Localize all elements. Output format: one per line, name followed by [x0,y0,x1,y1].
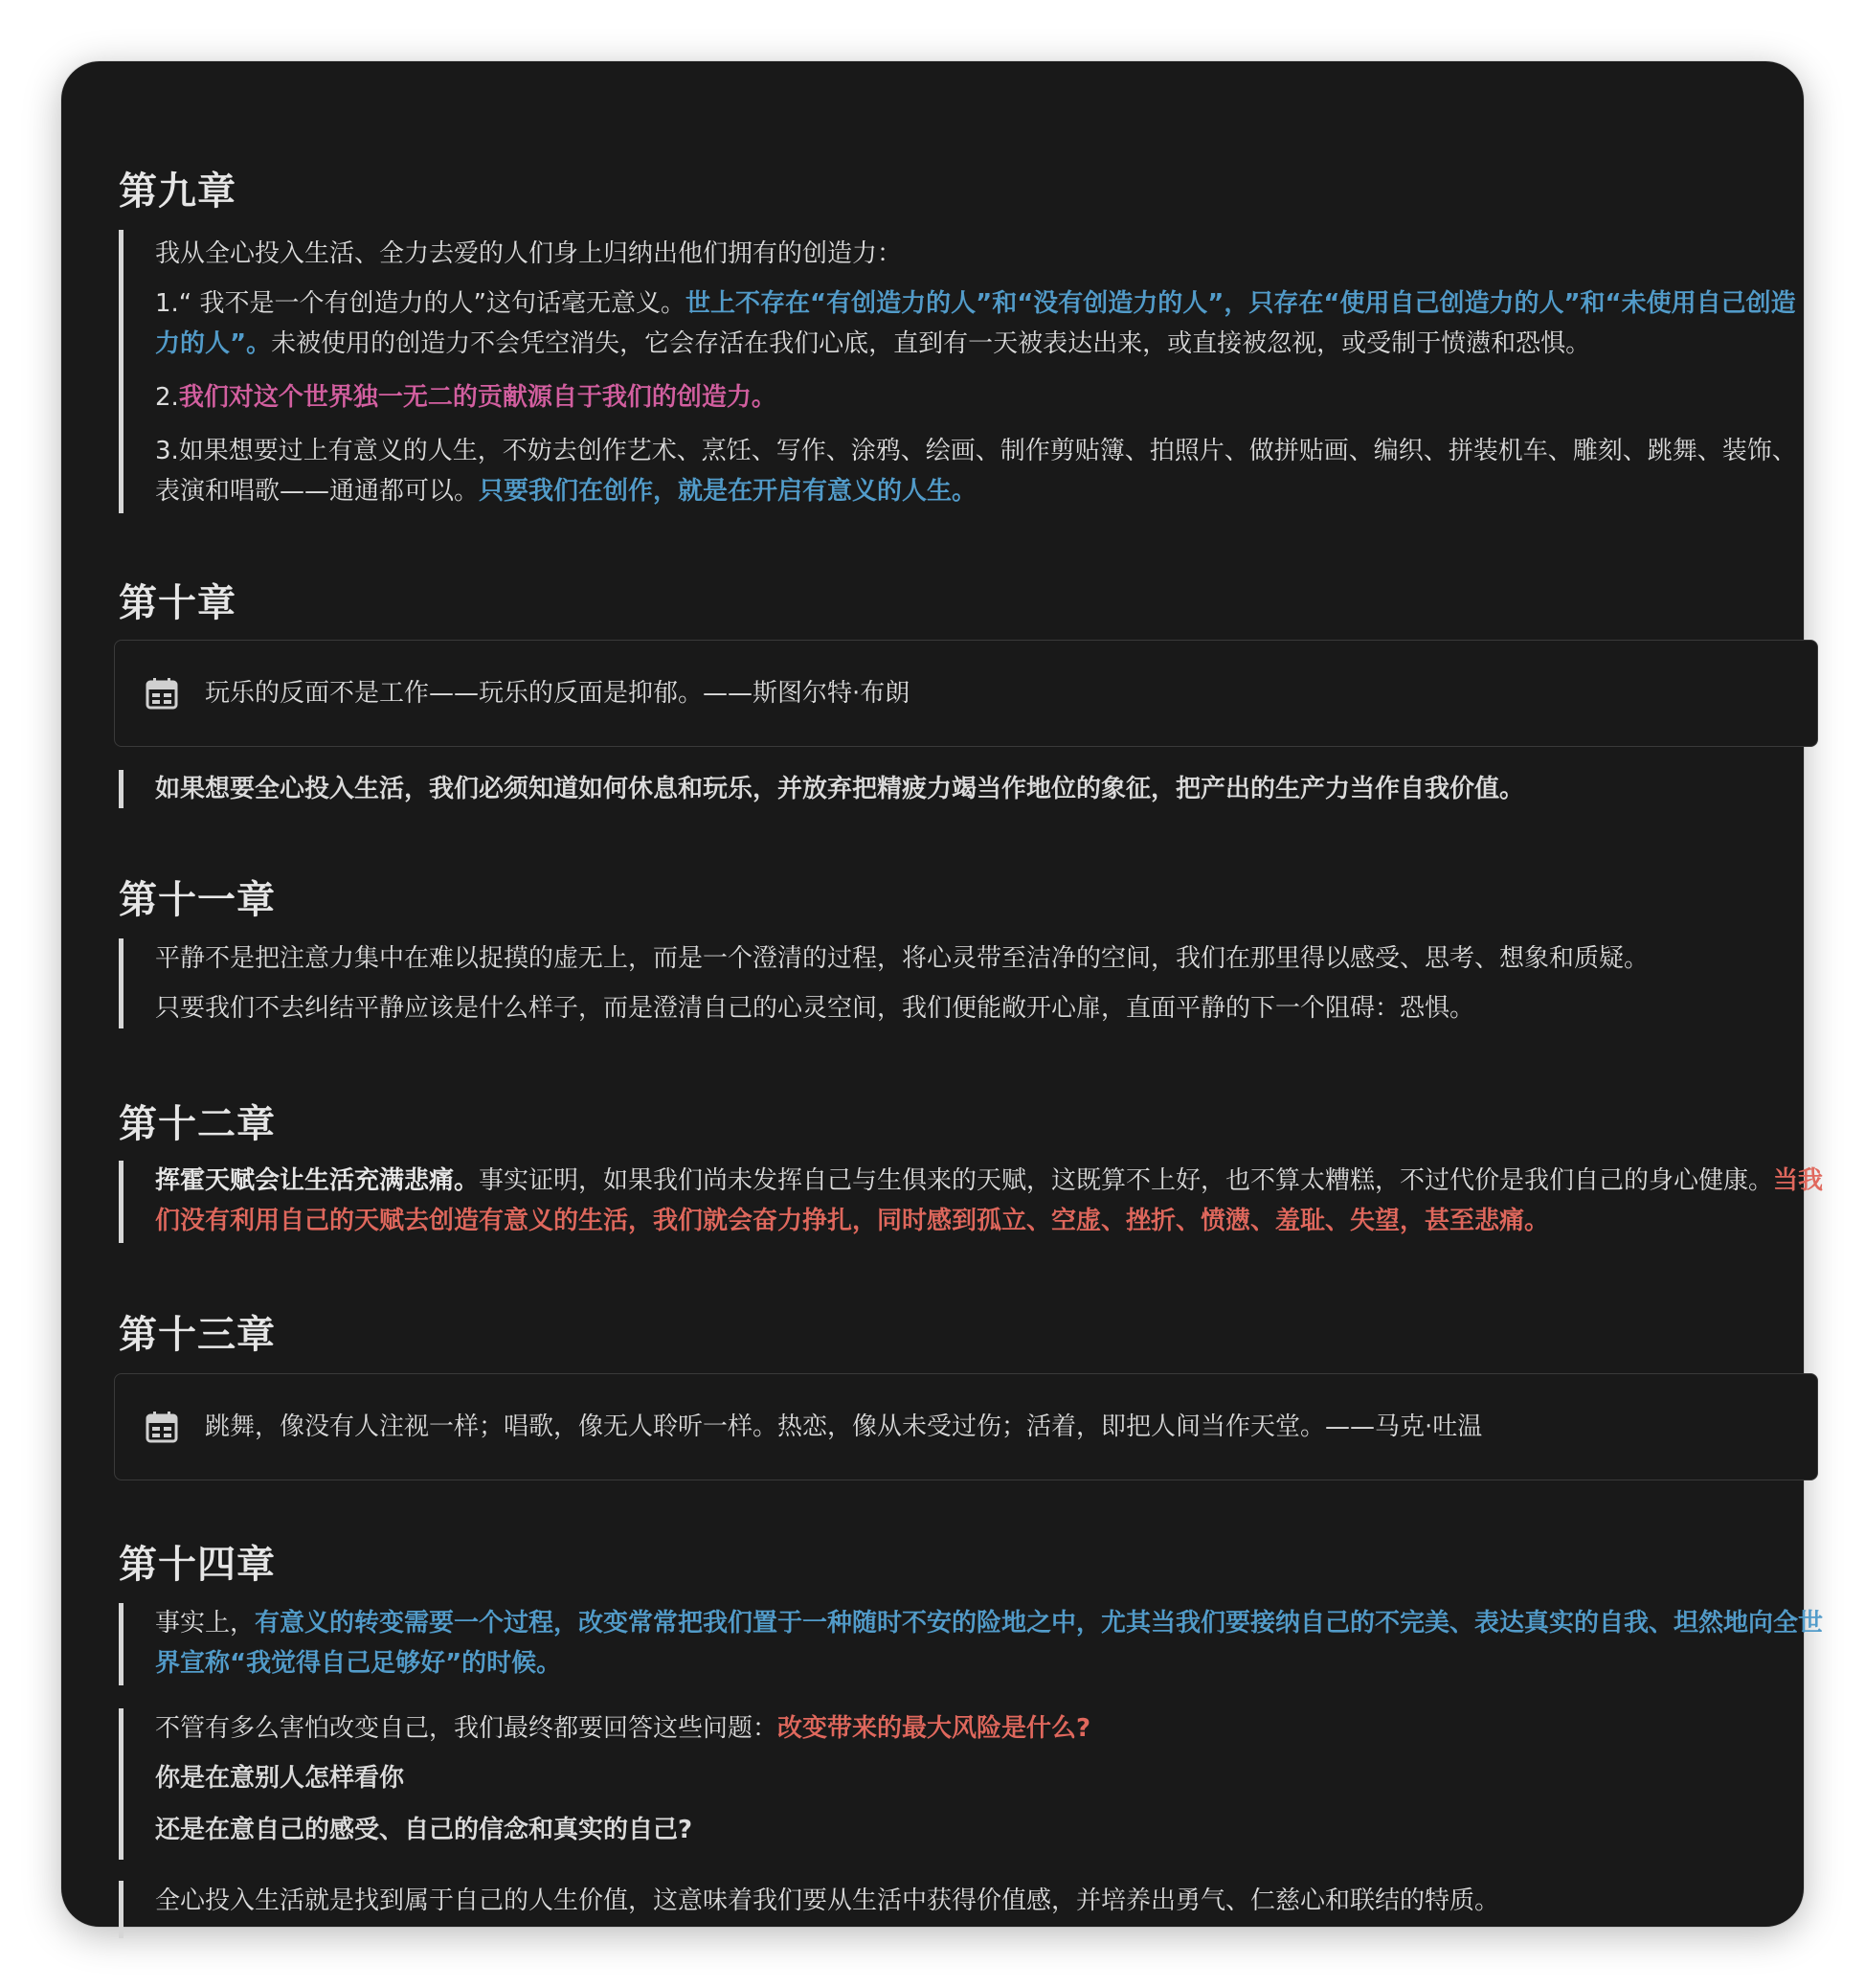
quote-1-highlight: 有意义的转变需要一个过程，改变常常把我们置于一种随时不安的险地之中，尤其当我们要接纳自己的不完美、表达真实的自我、坦然地向全世界宣称“我觉得自己足够好”的时候。 [155,1609,1824,1678]
chapter-10-callout [114,640,1818,747]
chapter-14-quote-1 [119,1603,1832,1685]
calendar-icon [146,677,178,710]
question-line-3: 还是在意自己的感受、自己的信念和真实的自己? [155,1816,693,1844]
chapter-9-heading: 第九章 [119,169,236,214]
chapter-9-point-2 [155,377,1804,418]
chapter-10-heading: 第十章 [119,581,236,625]
chapter-12-bold: 挥霍天赋会让生活充满悲痛。 [155,1166,480,1195]
chapter-12-plain: 事实证明，如果我们尚未发挥自己与生俱来的天赋，这既算不上好，也不算太糟糕，不过代价是我们自己的身心健康。 [479,1166,1774,1195]
chapter-11-quote [119,938,1804,1028]
chapter-14-question-line [155,1708,1804,1749]
point-1-highlight: 世上不存在“有创造力的人”和“没有创造力的人”，只存在“使用自己创造力的人”和“未使用自己创造力的人”。 [155,289,1796,358]
chapter-13-callout [114,1373,1818,1480]
point-1-lead: 1.“ 我不是一个有创造力的人”这句话毫无意义。 [155,289,686,318]
document-window [61,61,1824,1927]
question-lead: 不管有多么害怕改变自己，我们最终都要回答这些问题： [155,1714,778,1743]
chapter-10-quote [119,770,1804,808]
chapter-14-quote-1-text [155,1603,1832,1683]
calendar-icon [146,1411,178,1443]
question-line-2: 你是在意别人怎样看你 [155,1764,405,1793]
chapter-9-point-3 [155,431,1804,511]
chapter-12-quote [119,1161,1832,1243]
chapter-12-para [155,1161,1832,1241]
chapter-11-para-1: 平静不是把注意力集中在难以捉摸的虚无上，而是一个澄清的过程，将心灵带至洁净的空间，我们在那里得以感受、思考、想象和质疑。 [155,944,1650,973]
chapter-12-highlight: 当我们没有利用自己的天赋去创造有意义的生活，我们就会奋力挣扎，同时感到孤立、空虚、挫折、愤懑、羞耻、失望，甚至悲痛。 [155,1166,1824,1235]
question-highlight: 改变带来的最大风险是什么? [777,1714,1091,1743]
point-3-highlight: 只要我们在创作，就是在开启有意义的人生。 [479,477,977,506]
chapter-13-heading: 第十三章 [119,1313,276,1357]
chapter-12-heading: 第十二章 [119,1102,276,1146]
callout-text: 玩乐的反面不是工作——玩乐的反面是抑郁。——斯图尔特·布朗 [205,679,910,708]
chapter-14-quote-3 [119,1881,1804,1938]
point-3-text: 3.如果想要过上有意义的人生，不妨去创作艺术、烹饪、写作、涂鸦、绘画、制作剪贴簿、拍照片、做拼贴画、编织、拼装机车、雕刻、跳舞、装饰、表演和唱歌——通通都可以。 [155,437,1797,506]
chapter-9-quote [119,230,1804,513]
chapter-9-point-1 [155,283,1804,364]
chapter-9-intro: 我从全心投入生活、全力去爱的人们身上归纳出他们拥有的创造力： [155,239,903,268]
chapter-14-heading: 第十四章 [119,1543,276,1587]
callout-text: 跳舞，像没有人注视一样；唱歌，像无人聆听一样。热恋，像从未受过伤；活着，即把人间当作天堂。——马克·吐温 [205,1412,1483,1441]
point-2-number: 2. [155,383,179,412]
chapter-14-quote-2 [119,1708,1804,1860]
point-1-rest: 未被使用的创造力不会凭空消失，它会存活在我们心底，直到有一天被表达出来，或直接被忽视，或受制于愤懑和恐惧。 [271,329,1591,358]
chapter-14-quote-3-text: 全心投入生活就是找到属于自己的人生价值，这意味着我们要从生活中获得价值感，并培养出勇气、仁慈心和联结的特质。 [155,1886,1500,1915]
chapter-11-para-2: 只要我们不去纠结平静应该是什么样子，而是澄清自己的心灵空间，我们便能敞开心扉，直面平静的下一个阻碍：恐惧。 [155,994,1475,1023]
point-2-highlight: 我们对这个世界独一无二的贡献源自于我们的创造力。 [178,383,776,412]
chapter-11-heading: 第十一章 [119,878,276,922]
quote-1-lead: 事实上， [155,1609,256,1638]
chapter-10-quote-text: 如果想要全心投入生活，我们必须知道如何休息和玩乐，并放弃把精疲力竭当作地位的象征，把产出的生产力当作自我价值。 [155,775,1525,803]
